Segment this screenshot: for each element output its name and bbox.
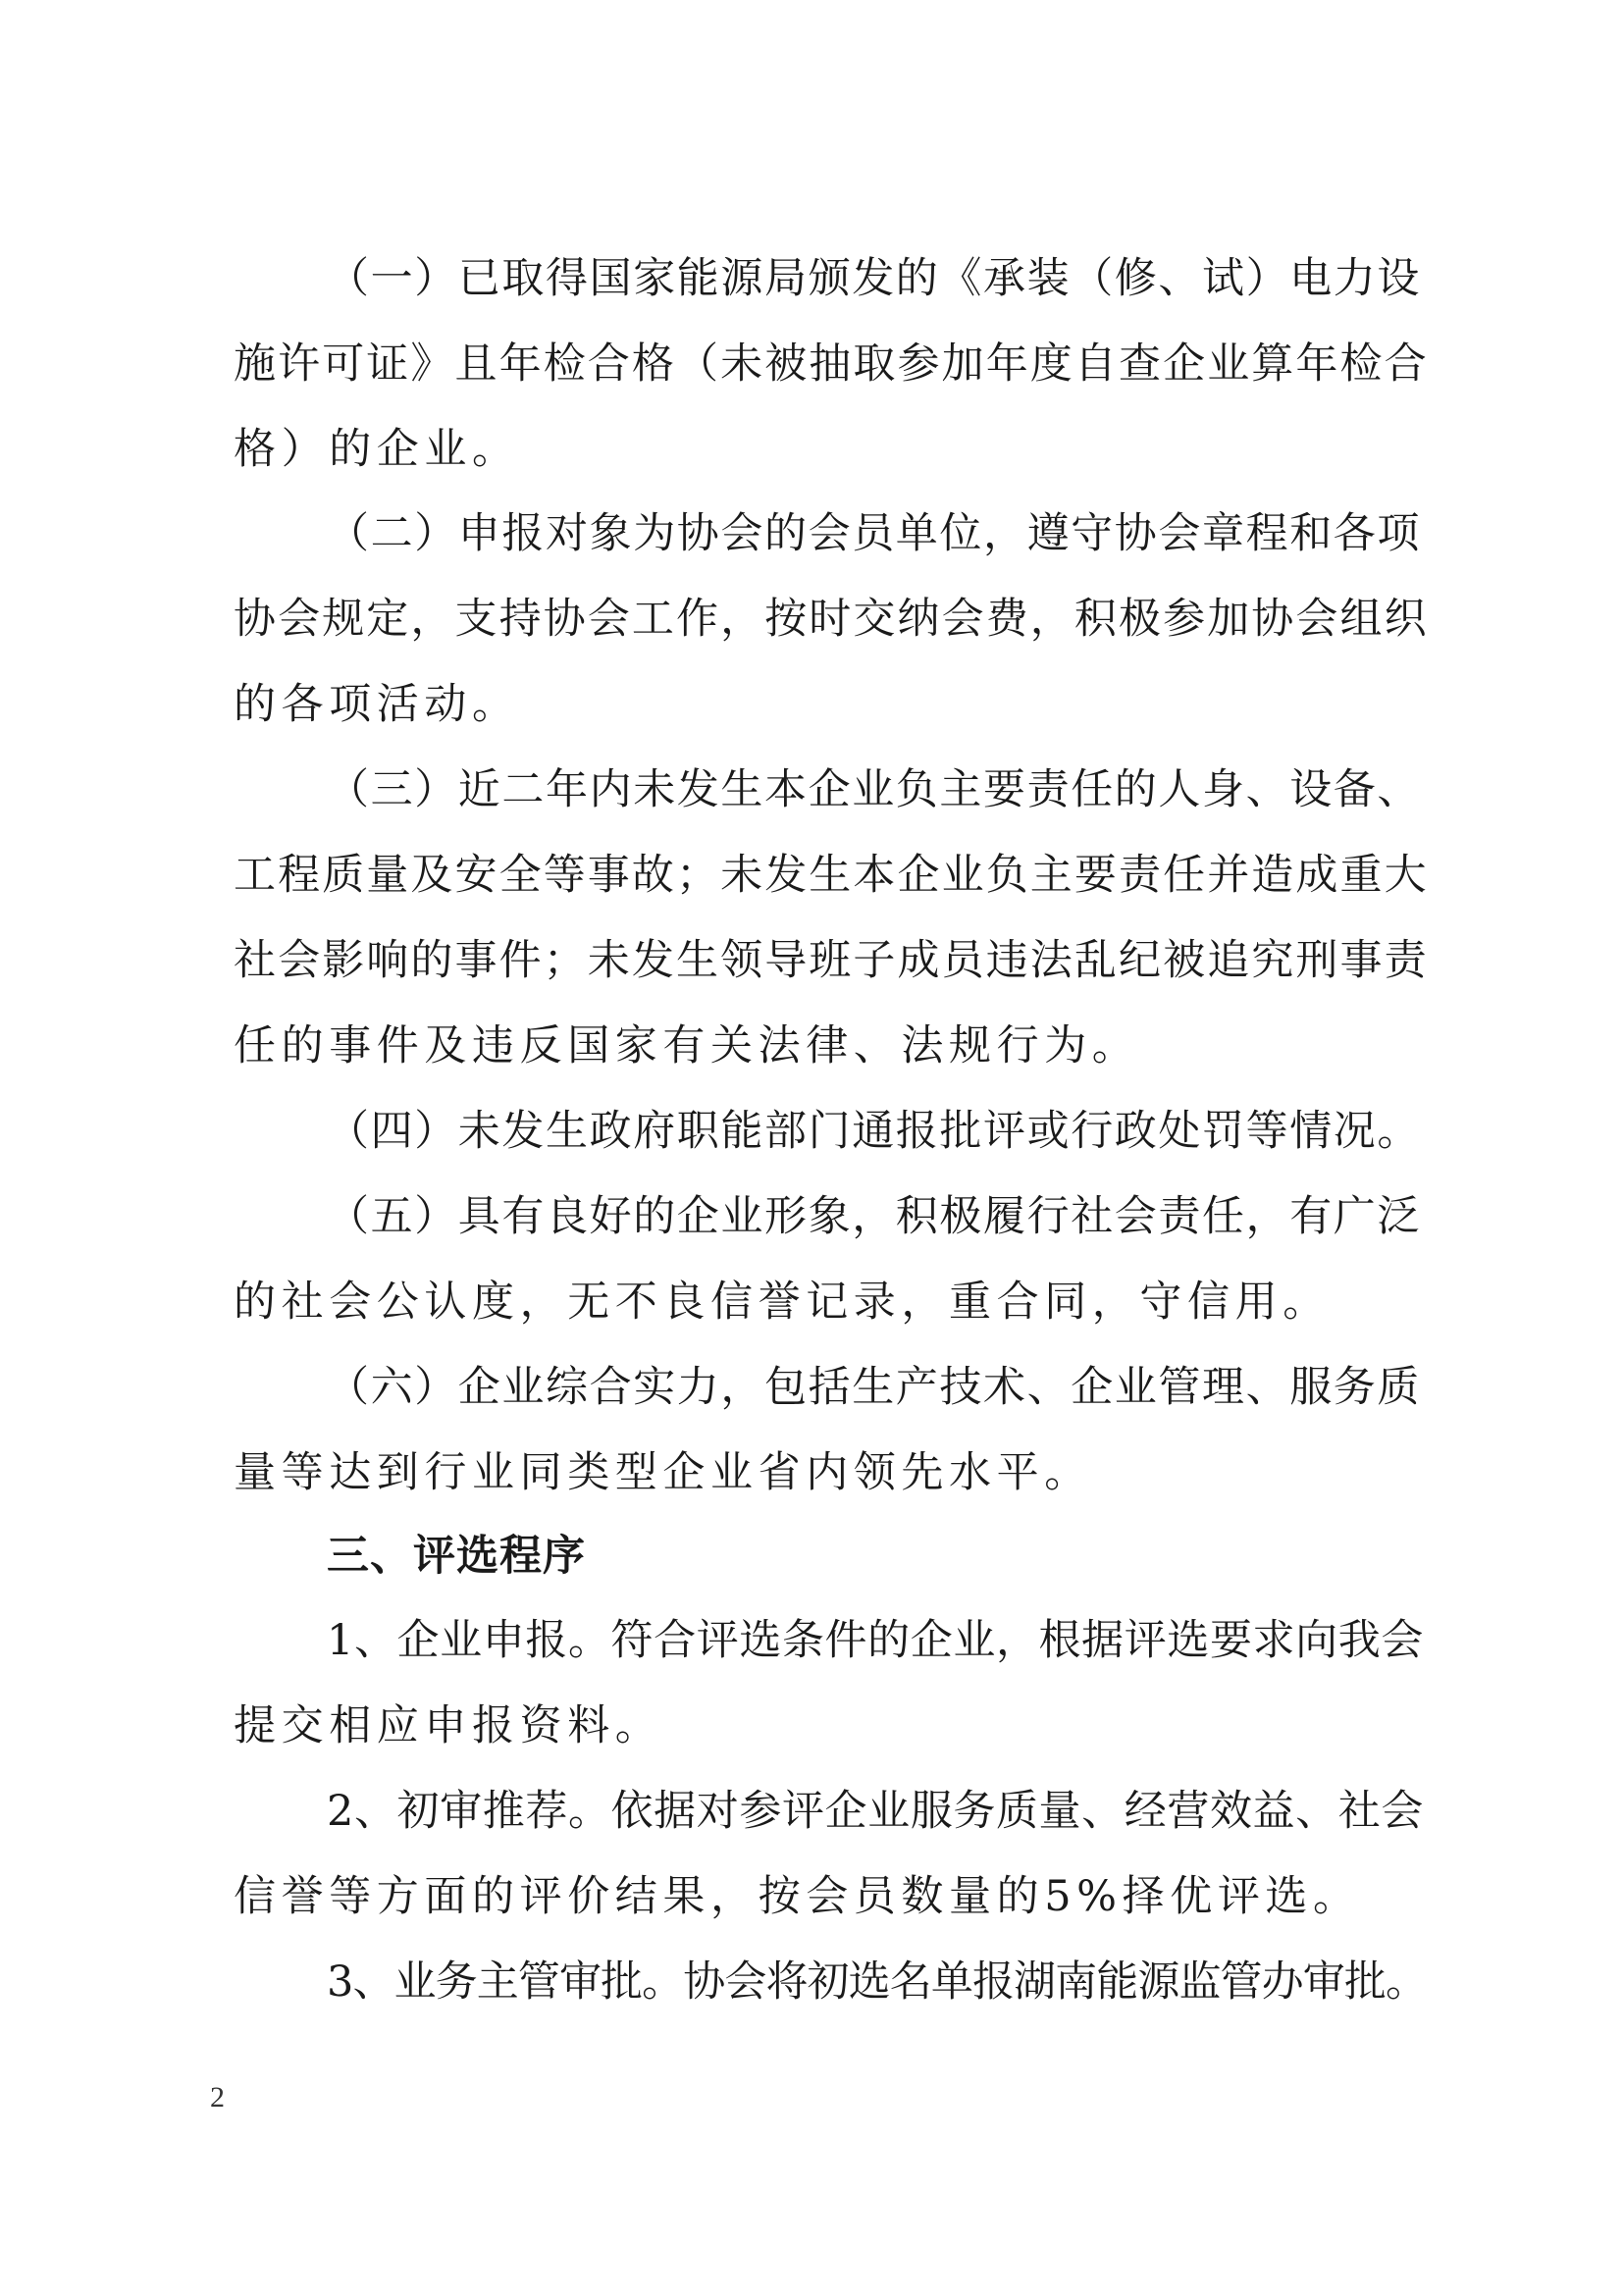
section-heading: 三、评选程序	[327, 1532, 586, 1581]
paragraph-line: 1、企业申报。符合评选条件的企业，根据评选要求向我会	[327, 1616, 1424, 1665]
paragraph-line: （二）申报对象为协会的会员单位，遵守协会章程和各项	[327, 509, 1421, 558]
paragraph-line: （三）近二年内未发生本企业负主要责任的人身、设备、	[327, 765, 1421, 814]
paragraph-line: （五）具有良好的企业形象，积极履行社会责任，有广泛	[327, 1192, 1421, 1241]
paragraph-line: 施许可证》且年检合格（未被抽取参加年度自查企业算年检合	[234, 339, 1429, 389]
paragraph-line: 格）的企业。	[234, 425, 520, 474]
paragraph-line: 的各项活动。	[234, 680, 520, 729]
paragraph-line: 协会规定，支持协会工作，按时交纳会费，积极参加协会组织	[234, 595, 1429, 644]
page-number: 2	[210, 2081, 225, 2113]
paragraph-line: （一）已取得国家能源局颁发的《承装（修、试）电力设	[327, 254, 1421, 303]
paragraph-line: 社会影响的事件；未发生领导班子成员违法乱纪被追究刑事责	[234, 936, 1429, 985]
paragraph-line: 工程质量及安全等事故；未发生本企业负主要责任并造成重大	[234, 851, 1429, 900]
paragraph-line: （六）企业综合实力，包括生产技术、企业管理、服务质	[327, 1363, 1421, 1412]
paragraph-line: （四）未发生政府职能部门通报批评或行政处罚等情况。	[327, 1107, 1421, 1156]
paragraph-line: 信誉等方面的评价结果，按会员数量的5%择优评选。	[234, 1872, 1361, 1921]
paragraph-line: 2、初审推荐。依据对参评企业服务质量、经营效益、社会	[327, 1787, 1424, 1836]
paragraph-line: 的社会公认度，无不良信誉记录，重合同，守信用。	[234, 1278, 1331, 1327]
paragraph-line: 3、业务主管审批。协会将初选名单报湖南能源监管办审批。	[327, 1957, 1428, 2007]
paragraph-line: 提交相应申报资料。	[234, 1701, 663, 1750]
paragraph-line: 量等达到行业同类型企业省内领先水平。	[234, 1448, 1092, 1497]
paragraph-line: 任的事件及违反国家有关法律、法规行为。	[234, 1021, 1140, 1070]
